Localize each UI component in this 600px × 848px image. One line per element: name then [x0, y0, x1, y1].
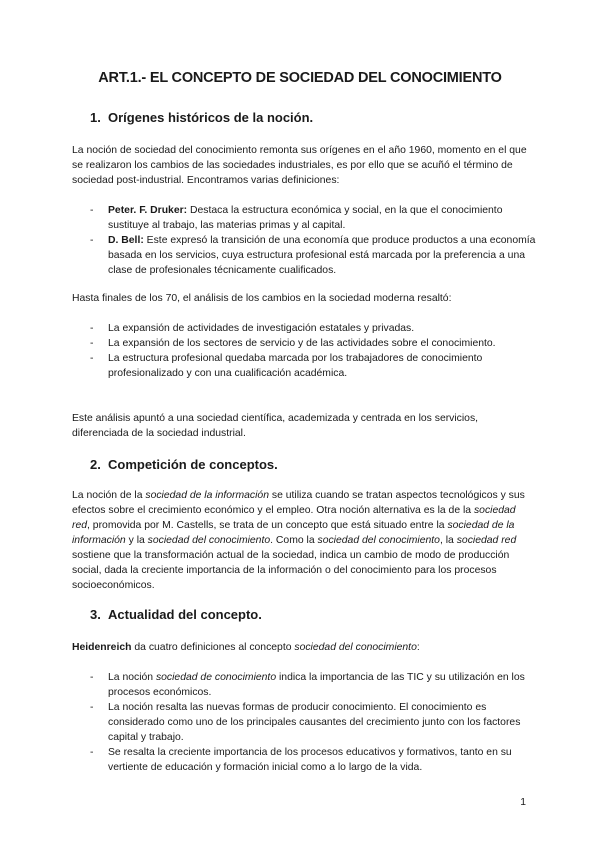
- section-2-title: Competición de conceptos.: [108, 457, 278, 472]
- definitions-list: [90, 203, 540, 278]
- page-number: 1: [520, 797, 526, 808]
- definition-text: Este expresó la transición de una economía que produce productos a una economía basada en los servicios, cuya estructura profesional está marcada por la preferencia a una clase de profesionales técnicamente cualificados.: [108, 235, 536, 276]
- section-1-title: Orígenes históricos de la noción.: [108, 110, 314, 125]
- section-3-intro: Heidenreich da cuatro definiciones al concepto sociedad del conocimiento:: [72, 642, 420, 653]
- list-item: - D. Bell: Este expresó la transición de una economía que produce productos a una economía basada en los servicios, cuya estructura profesional está marcada por la preferencia a una clase de profesionales técnicamente cualificados.: [90, 235, 536, 276]
- list-item: - La noción sociedad de conocimiento indica la importancia de las TIC y su utilización en los procesos económicos.: [90, 672, 525, 698]
- section-1-number: 1.: [90, 110, 101, 125]
- section-2-heading: [90, 457, 278, 472]
- heidenreich-list: [90, 670, 540, 775]
- list-item: - La expansión de los sectores de servicio y de las actividades sobre el conocimiento.: [90, 338, 496, 349]
- author-name: Heidenreich: [72, 642, 132, 653]
- section-2-paragraph: La noción de la sociedad de la información se utiliza cuando se tratan aspectos tecnológicos y sus efectos sobre el crecimiento económico y el empleo. Otra noción alternativa es la de la sociedad red, promovida por M. Castells, se trata de un concepto que está situado entre la sociedad de la información y la sociedad del conocimiento. Como la sociedad del conocimiento, la sociedad red sostiene que la transformación actual de la sociedad, indica un cambio de modo de producción social, dada la creciente importancia de la información o del conocimiento para los procesos socioeconómicos.: [72, 490, 525, 591]
- section-3-number: 3.: [90, 607, 101, 622]
- section-2-number: 2.: [90, 457, 101, 472]
- list-item: - Se resalta la creciente importancia de los procesos educativos y formativos, tanto en su vertiente de educación y formación inicial como a lo largo de la vida.: [90, 747, 512, 773]
- section-1-intro: La noción de sociedad del conocimiento remonta sus orígenes en el año 1960, momento en el que se realizaron los cambios de las sociedades industriales, es por ello que se acuñó el término de sociedad post-industrial. Encontramos varias definiciones:: [72, 145, 527, 186]
- section-3-heading: [90, 607, 262, 622]
- section-1-para3: Este análisis apuntó a una sociedad científica, academizada y centrada en los servicios, diferenciada de la sociedad industrial.: [72, 413, 479, 439]
- section-3-title: Actualidad del concepto.: [108, 607, 262, 622]
- list-item: - La expansión de actividades de investigación estatales y privadas.: [90, 323, 415, 334]
- definition-text: Destaca la estructura económica y social, en la que el conocimiento sustituye al trabajo, las materias primas y al capital.: [108, 205, 503, 231]
- document-title: ART.1.- EL CONCEPTO DE SOCIEDAD DEL CONOCIMIENTO: [98, 70, 502, 86]
- list-item: - La estructura profesional quedaba marcada por los trabajadores de conocimiento profesionalizado y con una cualificación académica.: [90, 353, 483, 379]
- definition-name: D. Bell:: [108, 235, 144, 246]
- list-item: - Peter. F. Druker: Destaca la estructura económica y social, en la que el conocimiento sustituye al trabajo, las materias primas y al capital.: [90, 205, 503, 231]
- section-1-para2: Hasta finales de los 70, el análisis de los cambios en la sociedad moderna resaltó:: [72, 293, 452, 304]
- definition-name: Peter. F. Druker:: [108, 205, 188, 216]
- changes-list: [90, 321, 540, 381]
- list-item: - La noción resalta las nuevas formas de producir conocimiento. El conocimiento es considerado como uno de los principales causantes del crecimiento junto con los factores capital y trabajo.: [90, 702, 521, 743]
- section-1-heading: [90, 110, 313, 125]
